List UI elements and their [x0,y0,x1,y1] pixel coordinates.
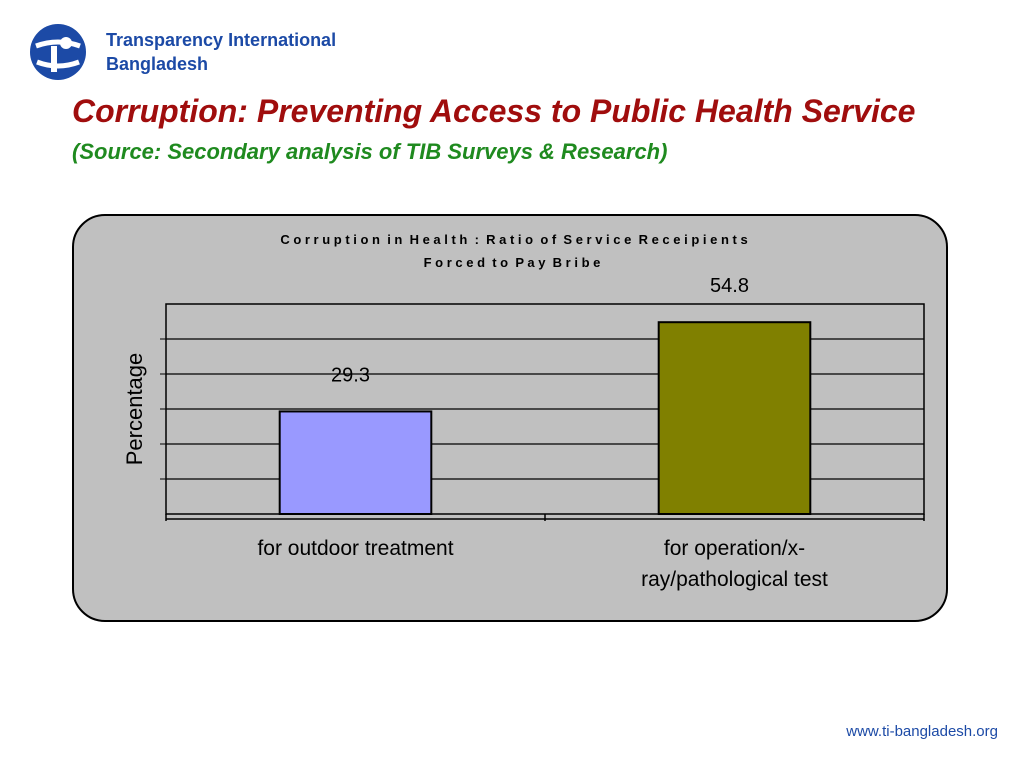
y-axis-label: Percentage [122,352,147,466]
x-tick-label-line: for outdoor treatment [257,537,454,560]
slide-subtitle: (Source: Secondary analysis of TIB Surveys & Research) [72,139,668,164]
org-name [106,28,336,76]
x-tick-label-1 [257,537,453,560]
footer-url[interactable]: www.ti-bangladesh.org [846,723,998,740]
slide-title: Corruption: Preventing Access to Public Health Service [72,93,916,129]
org-name-line2: Bangladesh [106,54,209,74]
chart-title-line1: C o r r u p t i o n i n H e a l t h : R a t i o o f S e r v i c e R e c e i p i e n t s [280,232,748,247]
chart-panel [72,214,948,622]
data-label-1: 29.3 [331,364,370,387]
data-label-2: 54.8 [710,275,749,298]
bar-2 [659,322,811,514]
org-name-line1: Transparency International [106,30,337,50]
bar-1 [280,411,432,514]
bar-chart [72,214,948,622]
x-tick-label-line: ray/pathological test [641,568,828,591]
ti-globe-logo-icon [28,22,88,82]
chart-title-line2: F o r c e d t o P a y B r i b e [423,255,601,270]
x-tick-label-line: for operation/x- [663,537,806,560]
